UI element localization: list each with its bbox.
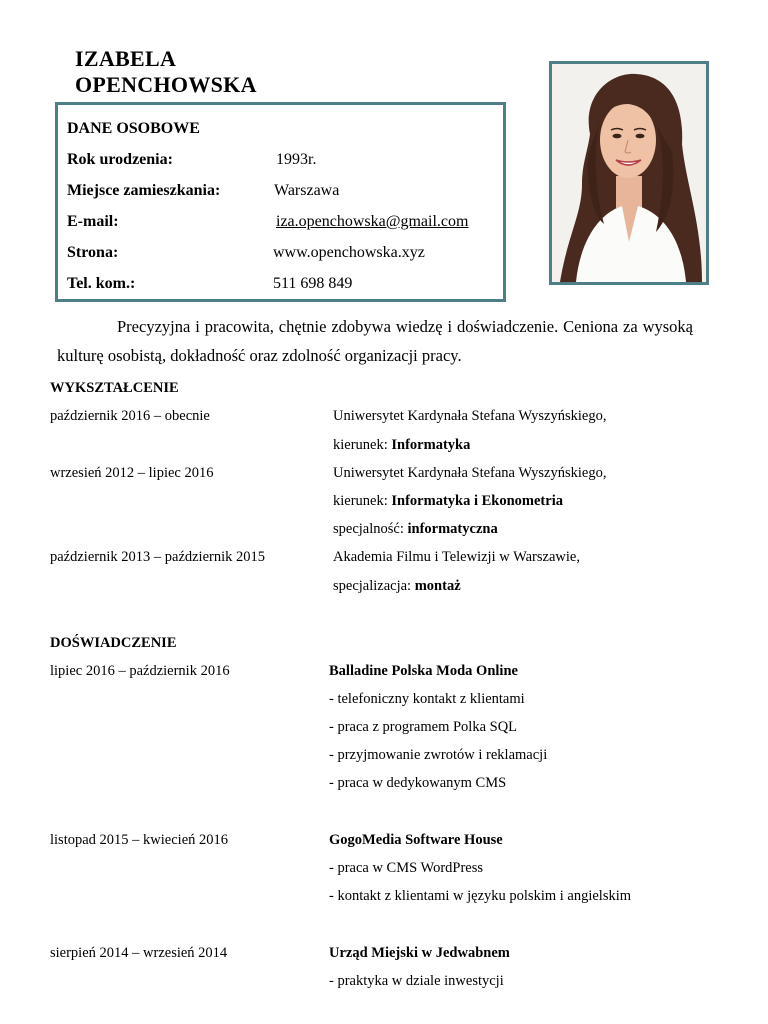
education-detail-2-1 — [333, 493, 563, 510]
education-detail-3-1 — [333, 578, 461, 595]
detail-prefix: specjalność: — [333, 521, 408, 537]
experience-date-3: sierpień 2014 – wrzesień 2014 — [50, 945, 228, 961]
experience-task-3-1: - praktyka w dziale inwestycji — [329, 973, 504, 989]
phone-value: 511 698 849 — [273, 275, 353, 292]
personal-data-box — [55, 102, 506, 302]
email-link[interactable]: iza.openchowska@gmail.com — [276, 213, 469, 230]
detail-value: Informatyka i Ekonometria — [391, 493, 563, 509]
experience-task-2-2: - kontakt z klientami w języku polskim i angielskim — [329, 888, 632, 904]
first-name: IZABELA — [75, 46, 177, 71]
education-institution-1: Uniwersytet Kardynała Stefana Wyszyńskiego, — [333, 408, 607, 424]
full-name — [75, 46, 257, 98]
last-name: OPENCHOWSKA — [75, 72, 257, 97]
birth-year-label: Rok urodzenia: — [67, 151, 173, 168]
detail-prefix: kierunek: — [333, 437, 392, 453]
experience-date-2: listopad 2015 – kwiecień 2016 — [50, 832, 229, 848]
portrait-image — [552, 64, 706, 282]
email-label: E-mail: — [67, 213, 119, 230]
residence-label: Miejsce zamieszkania: — [67, 182, 221, 199]
experience-task-1-1: - telefoniczny kontakt z klientami — [329, 691, 525, 707]
education-heading: WYKSZTAŁCENIE — [50, 380, 179, 396]
summary-text: Precyzyjna i pracowita, chętnie zdobywa wiedzę i doświadczenie. Ceniona za wysoką kulturę osobistą, dokładność oraz zdolność organizacji pracy. — [57, 317, 693, 365]
experience-date-1: lipiec 2016 – październik 2016 — [50, 663, 230, 679]
website-value: www.openchowska.xyz — [273, 244, 425, 261]
detail-value: informatyczna — [407, 521, 498, 537]
education-date-1: październik 2016 – obecnie — [50, 408, 210, 424]
website-label: Strona: — [67, 244, 119, 261]
education-institution-2: Uniwersytet Kardynała Stefana Wyszyńskiego, — [333, 465, 607, 481]
detail-value: Informatyka — [391, 437, 471, 453]
education-date-3: październik 2013 – październik 2015 — [50, 549, 266, 565]
birth-year-value: 1993r. — [276, 151, 317, 168]
summary-paragraph — [57, 312, 693, 370]
detail-value: montaż — [414, 578, 461, 594]
experience-task-2-1: - praca w CMS WordPress — [329, 860, 484, 876]
experience-task-1-3: - przyjmowanie zwrotów i reklamacji — [329, 747, 548, 763]
education-detail-1-1 — [333, 437, 470, 454]
education-detail-2-2 — [333, 521, 498, 538]
detail-prefix: specjalizacja: — [333, 578, 415, 594]
experience-task-1-4: - praca w dedykowanym CMS — [329, 775, 507, 791]
education-institution-3: Akademia Filmu i Telewizji w Warszawie, — [333, 549, 580, 565]
experience-heading: DOŚWIADCZENIE — [50, 635, 177, 651]
personal-data-title: DANE OSOBOWE — [67, 120, 200, 137]
experience-company-3: Urząd Miejski w Jedwabnem — [329, 945, 510, 961]
phone-label: Tel. kom.: — [67, 275, 136, 292]
experience-task-1-2: - praca z programem Polka SQL — [329, 719, 518, 735]
detail-prefix: kierunek: — [333, 493, 392, 509]
education-date-2: wrzesień 2012 – lipiec 2016 — [50, 465, 214, 481]
profile-photo — [549, 61, 709, 285]
experience-company-2: GogoMedia Software House — [329, 832, 503, 848]
residence-value: Warszawa — [274, 182, 340, 199]
experience-company-1: Balladine Polska Moda Online — [329, 663, 518, 679]
